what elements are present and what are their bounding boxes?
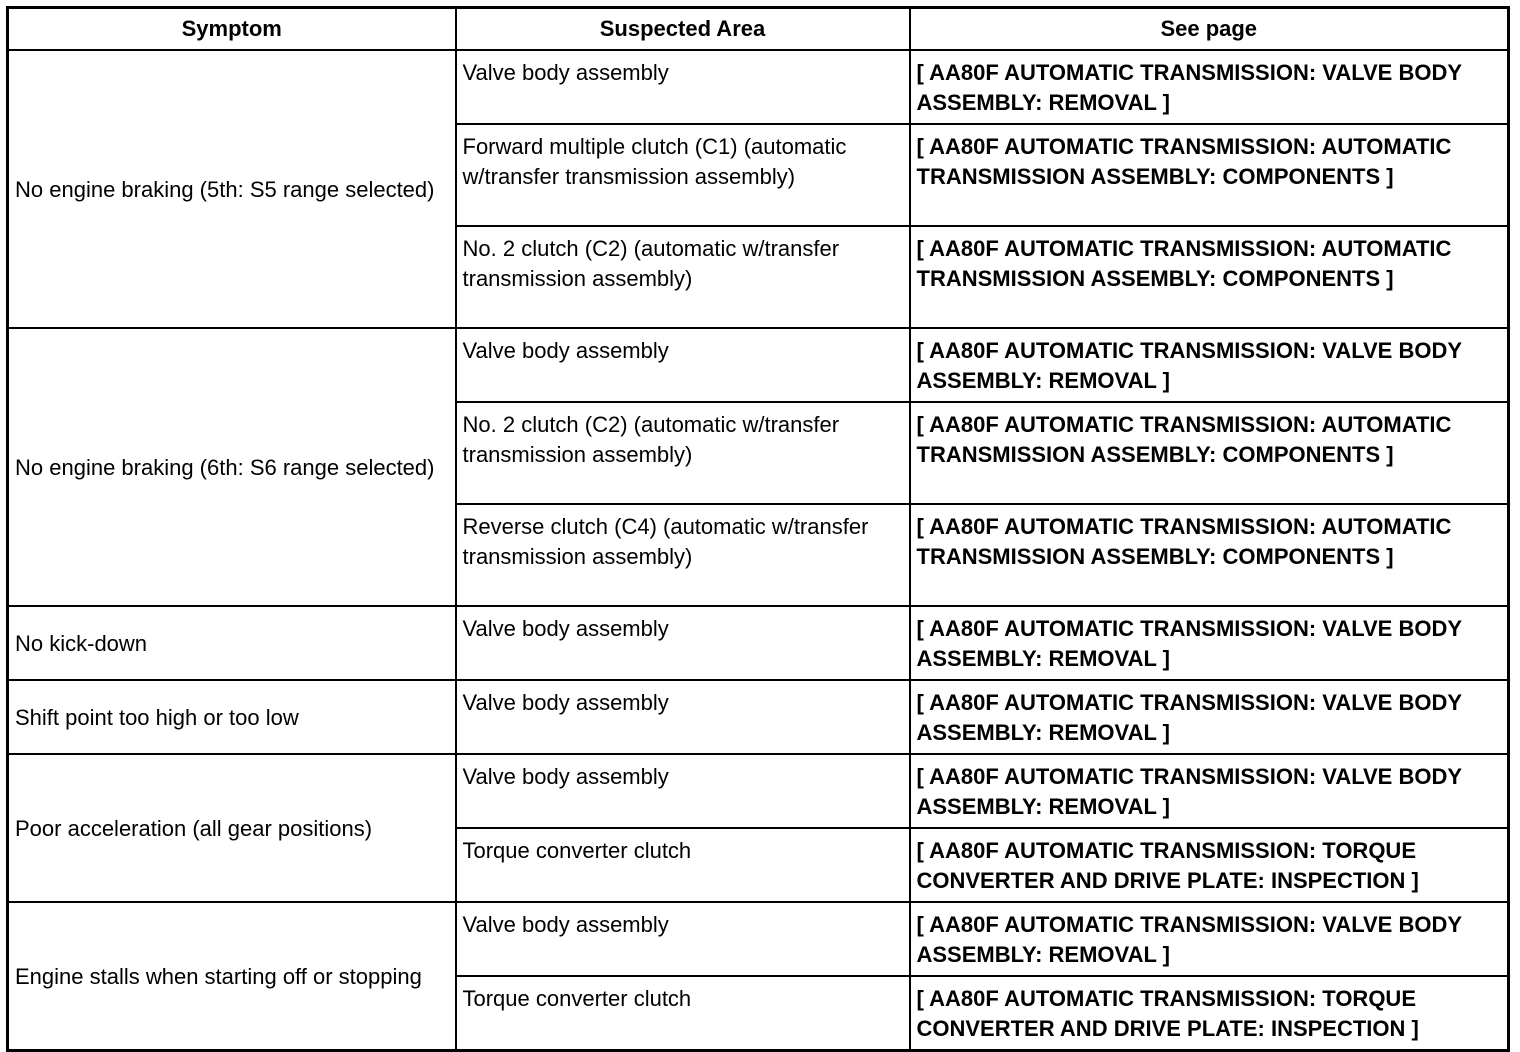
see-page-cell [910, 124, 1509, 226]
see-page-link[interactable]: [ AA80F AUTOMATIC TRANSMISSION: VALVE BODY ASSEMBLY: REMOVAL ] [916, 338, 1462, 393]
see-page-cell [910, 328, 1509, 402]
symptom-cell: No kick-down [8, 606, 456, 680]
see-page-cell [910, 828, 1509, 902]
suspected-area-cell: No. 2 clutch (C2) (automatic w/transfer transmission assembly) [456, 226, 910, 328]
see-page-link[interactable]: [ AA80F AUTOMATIC TRANSMISSION: AUTOMATIC TRANSMISSION ASSEMBLY: COMPONENTS ] [916, 236, 1452, 291]
symptom-cell: No engine braking (5th: S5 range selected) [8, 50, 456, 328]
symptom-cell: No engine braking (6th: S6 range selected) [8, 328, 456, 606]
see-page-link[interactable]: [ AA80F AUTOMATIC TRANSMISSION: VALVE BODY ASSEMBLY: REMOVAL ] [916, 764, 1462, 819]
table-row [8, 50, 1509, 124]
troubleshooting-table [6, 6, 1510, 1052]
table-row [8, 902, 1509, 976]
suspected-area-cell: Torque converter clutch [456, 828, 910, 902]
suspected-area-cell: Valve body assembly [456, 328, 910, 402]
header-see-page: See page [910, 8, 1509, 51]
symptom-cell: Engine stalls when starting off or stopping [8, 902, 456, 1051]
see-page-cell [910, 902, 1509, 976]
suspected-area-cell: Forward multiple clutch (C1) (automatic w/transfer transmission assembly) [456, 124, 910, 226]
table-row [8, 328, 1509, 402]
suspected-area-cell: No. 2 clutch (C2) (automatic w/transfer transmission assembly) [456, 402, 910, 504]
table-row [8, 680, 1509, 754]
see-page-cell [910, 504, 1509, 606]
see-page-cell [910, 50, 1509, 124]
see-page-link[interactable]: [ AA80F AUTOMATIC TRANSMISSION: VALVE BODY ASSEMBLY: REMOVAL ] [916, 60, 1462, 115]
see-page-link[interactable]: [ AA80F AUTOMATIC TRANSMISSION: VALVE BODY ASSEMBLY: REMOVAL ] [916, 616, 1462, 671]
see-page-cell [910, 606, 1509, 680]
see-page-link[interactable]: [ AA80F AUTOMATIC TRANSMISSION: AUTOMATIC TRANSMISSION ASSEMBLY: COMPONENTS ] [916, 514, 1452, 569]
symptom-cell: Shift point too high or too low [8, 680, 456, 754]
suspected-area-cell: Valve body assembly [456, 754, 910, 828]
suspected-area-cell: Reverse clutch (C4) (automatic w/transfer transmission assembly) [456, 504, 910, 606]
table-body [8, 50, 1509, 1051]
suspected-area-cell: Torque converter clutch [456, 976, 910, 1051]
header-row [8, 8, 1509, 51]
header-suspected-area: Suspected Area [456, 8, 910, 51]
see-page-link[interactable]: [ AA80F AUTOMATIC TRANSMISSION: TORQUE CONVERTER AND DRIVE PLATE: INSPECTION ] [916, 986, 1419, 1041]
see-page-cell [910, 226, 1509, 328]
symptom-cell: Poor acceleration (all gear positions) [8, 754, 456, 902]
see-page-cell [910, 754, 1509, 828]
see-page-link[interactable]: [ AA80F AUTOMATIC TRANSMISSION: VALVE BODY ASSEMBLY: REMOVAL ] [916, 690, 1462, 745]
suspected-area-cell: Valve body assembly [456, 902, 910, 976]
see-page-link[interactable]: [ AA80F AUTOMATIC TRANSMISSION: TORQUE CONVERTER AND DRIVE PLATE: INSPECTION ] [916, 838, 1419, 893]
suspected-area-cell: Valve body assembly [456, 680, 910, 754]
see-page-link[interactable]: [ AA80F AUTOMATIC TRANSMISSION: AUTOMATIC TRANSMISSION ASSEMBLY: COMPONENTS ] [916, 134, 1452, 189]
see-page-link[interactable]: [ AA80F AUTOMATIC TRANSMISSION: VALVE BODY ASSEMBLY: REMOVAL ] [916, 912, 1462, 967]
suspected-area-cell: Valve body assembly [456, 606, 910, 680]
suspected-area-cell: Valve body assembly [456, 50, 910, 124]
see-page-link[interactable]: [ AA80F AUTOMATIC TRANSMISSION: AUTOMATIC TRANSMISSION ASSEMBLY: COMPONENTS ] [916, 412, 1452, 467]
see-page-cell [910, 402, 1509, 504]
table-row [8, 754, 1509, 828]
table-row [8, 606, 1509, 680]
see-page-cell [910, 680, 1509, 754]
see-page-cell [910, 976, 1509, 1051]
header-symptom: Symptom [8, 8, 456, 51]
